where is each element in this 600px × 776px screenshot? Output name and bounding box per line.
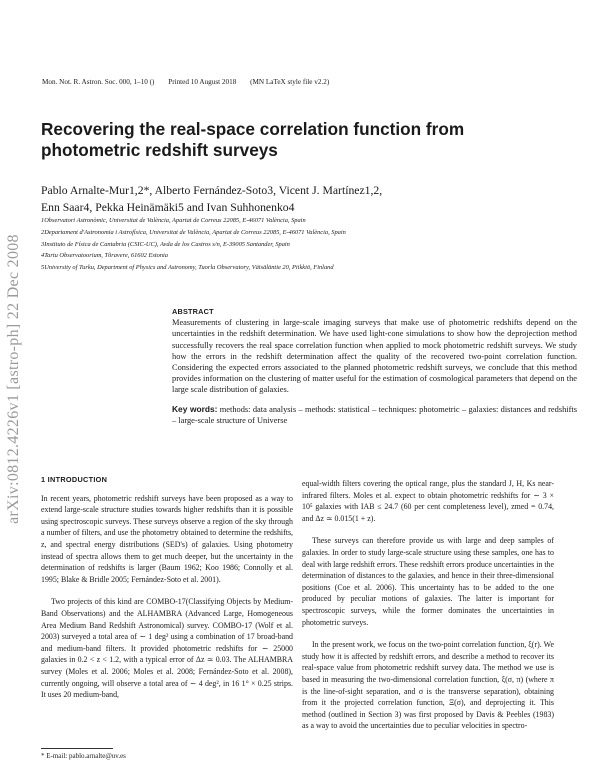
author-line: Pablo Arnalte-Mur1,2*, Alberto Fernández-Soto3, Vicent J. Martínez1,2, (41, 184, 383, 197)
section-heading: 1 INTRODUCTION (41, 475, 108, 484)
affiliation: 4Tartu Observatoorium, Tõravere, 61602 Estonia (41, 252, 168, 260)
keywords-text: methods: data analysis – methods: statistical – techniques: photometric – galaxies: distances and redshifts – large-scale structure of Universe (172, 404, 577, 425)
keywords-label: Key words: (172, 403, 218, 414)
author-line: Enn Saar4, Pekka Heinämäki5 and Ivan Suhhonenko4 (41, 201, 295, 214)
footnote-rule (41, 748, 113, 749)
abstract-text: Measurements of clustering in large-scale imaging surveys that make use of photometric redshifts depend on the uncertainties in the redshift determination. We have used light-cone simulations to show how the deprojection method successfully recovers the real space correlation function when applied to mock photometric redshift surveys. We study how the errors in the redshift determination affect the quality of the recovered two-point correlation function. Considering the expected errors associated to the planned photometric redshift surveys, we conclude that this method provides information on the clustering of matter useful for the estimation of cosmological parameters that depend on the large scale distribution of galaxies. (172, 318, 577, 395)
affiliation: 1Observatori Astronòmic, Universitat de València, Apartat de Correus 22085, E-46071 València, Spain (41, 217, 306, 224)
title-line: Recovering the real-space correlation function from (41, 119, 465, 139)
affiliation: 3Instituto de Física de Cantabria (CSIC-UC), Avda de los Castros s/n, E-39005 Santander, Spain (41, 240, 290, 248)
style-note: (MN LaTeX style file v2.2) (250, 78, 330, 86)
paragraph: Two projects of this kind are COMBO-17(Classifying Objects by Medium-Band Observations) and the ALHAMBRA (Advanced Large, Homogeneous Area Medium Band Redshift Astronomical) survey. COMBO-17 (Wolf et al. 2003) surveyed a total area of ∼ 1 deg² using a combination of 17 broad-band and medium-band filters. It provided photometric redshifts for ∼ 25000 galaxies in 0.2 < z < 1.2, with a typical error of Δz ≃ 0.03. The ALHAMBRA survey (Moles et al. 2006; Moles et al. 2008; Fernández-Soto et al. 2008), currently ongoing, will observe a total area of ∼ 4 deg², in 16 1° × 0.25 strips. It uses 20 medium-band, (41, 597, 293, 700)
left-column (41, 474, 293, 701)
abstract-heading: ABSTRACT (172, 307, 214, 316)
paragraph: In recent years, photometric redshift surveys have been proposed as a way to extend large-scale structure studies towards higher redshifts than it is possible using spectroscopic surveys. These surveys observe a region of the sky through a number of filters, and use the photometry obtained to determine the redshifts, z, and spectral energy distributions (SED's) of galaxies. Using photometry instead of spectra allows them to get much deeper, but the uncertainty in the determination of redshifts is larger (Baum 1962; Koo 1986; Connolly et al. 1995; Blake & Bridle 2005; Fernández-Soto et al. 2001). (41, 493, 293, 584)
paragraph: equal-width filters covering the optical range, plus the standard J, H, Ks near-infrared filters. Moles et al. expect to obtain photometric redshifts for ∼ 3 × 10⁵ galaxies with IAB ≤ 24.7 (60 per cent completeness level), zmed = 0.74, and Δz ≃ 0.015(1 + z). (302, 479, 554, 523)
abstract-block (172, 306, 577, 426)
paragraph: In the present work, we focus on the two-point correlation function, ξ(r). We study how it is affected by redshift errors, and describe a method to recover its real-space value from photometric redshift survey data. The method we use is based in measuring the two-dimensional correlation function, ξ(σ, π) (where π is the line-of-sight separation, and σ is the transverse separation), obtaining from it the projected correlation function, Ξ(σ), and deprojecting it. This method (outlined in Section 3) was first proposed by Davis & Peebles (1983) as a way to avoid the uncertainties due to peculiar velocities in spectro- (302, 640, 554, 731)
affiliation: 5University of Turku, Department of Physics and Astronomy, Tuorla Observatory, Väisäläntie 20, Piikkiö, Finland (41, 264, 334, 272)
arxiv-stamp: arXiv:0812.4226v1 [astro-ph] 22 Dec 2008 (5, 234, 22, 524)
affiliations (41, 215, 581, 274)
title-line: photometric redshift surveys (41, 140, 278, 160)
keywords (172, 404, 577, 426)
affiliation: 2Departament d'Astronomia i Astrofísica, Universitat de València, Apartat de Correus 22085, E-46071 València, Spain (41, 228, 346, 236)
printed-date: Printed 10 August 2018 (168, 78, 237, 86)
paper-title (41, 119, 561, 161)
paragraph: These surveys can therefore provide us with large and deep samples of galaxies. In order to study large-scale structure using these samples, one has to deal with large redshift errors. These redshift errors produce uncertainties in the determination of distances to the galaxies, and hence in their three-dimensional positions (Coe et al. 2006). This uncertainty has to be added to the one produced by peculiar motions of galaxies. The latter is important for spectroscopic surveys, while the former dominates the uncertainties in photometric surveys. (302, 536, 554, 627)
running-header (42, 78, 582, 86)
author-list (41, 182, 561, 216)
journal-ref: Mon. Not. R. Astron. Soc. 000, 1–10 () (42, 78, 155, 86)
footnote: * E-mail: pablo.arnalte@uv.es (41, 752, 126, 760)
right-column (302, 478, 554, 732)
